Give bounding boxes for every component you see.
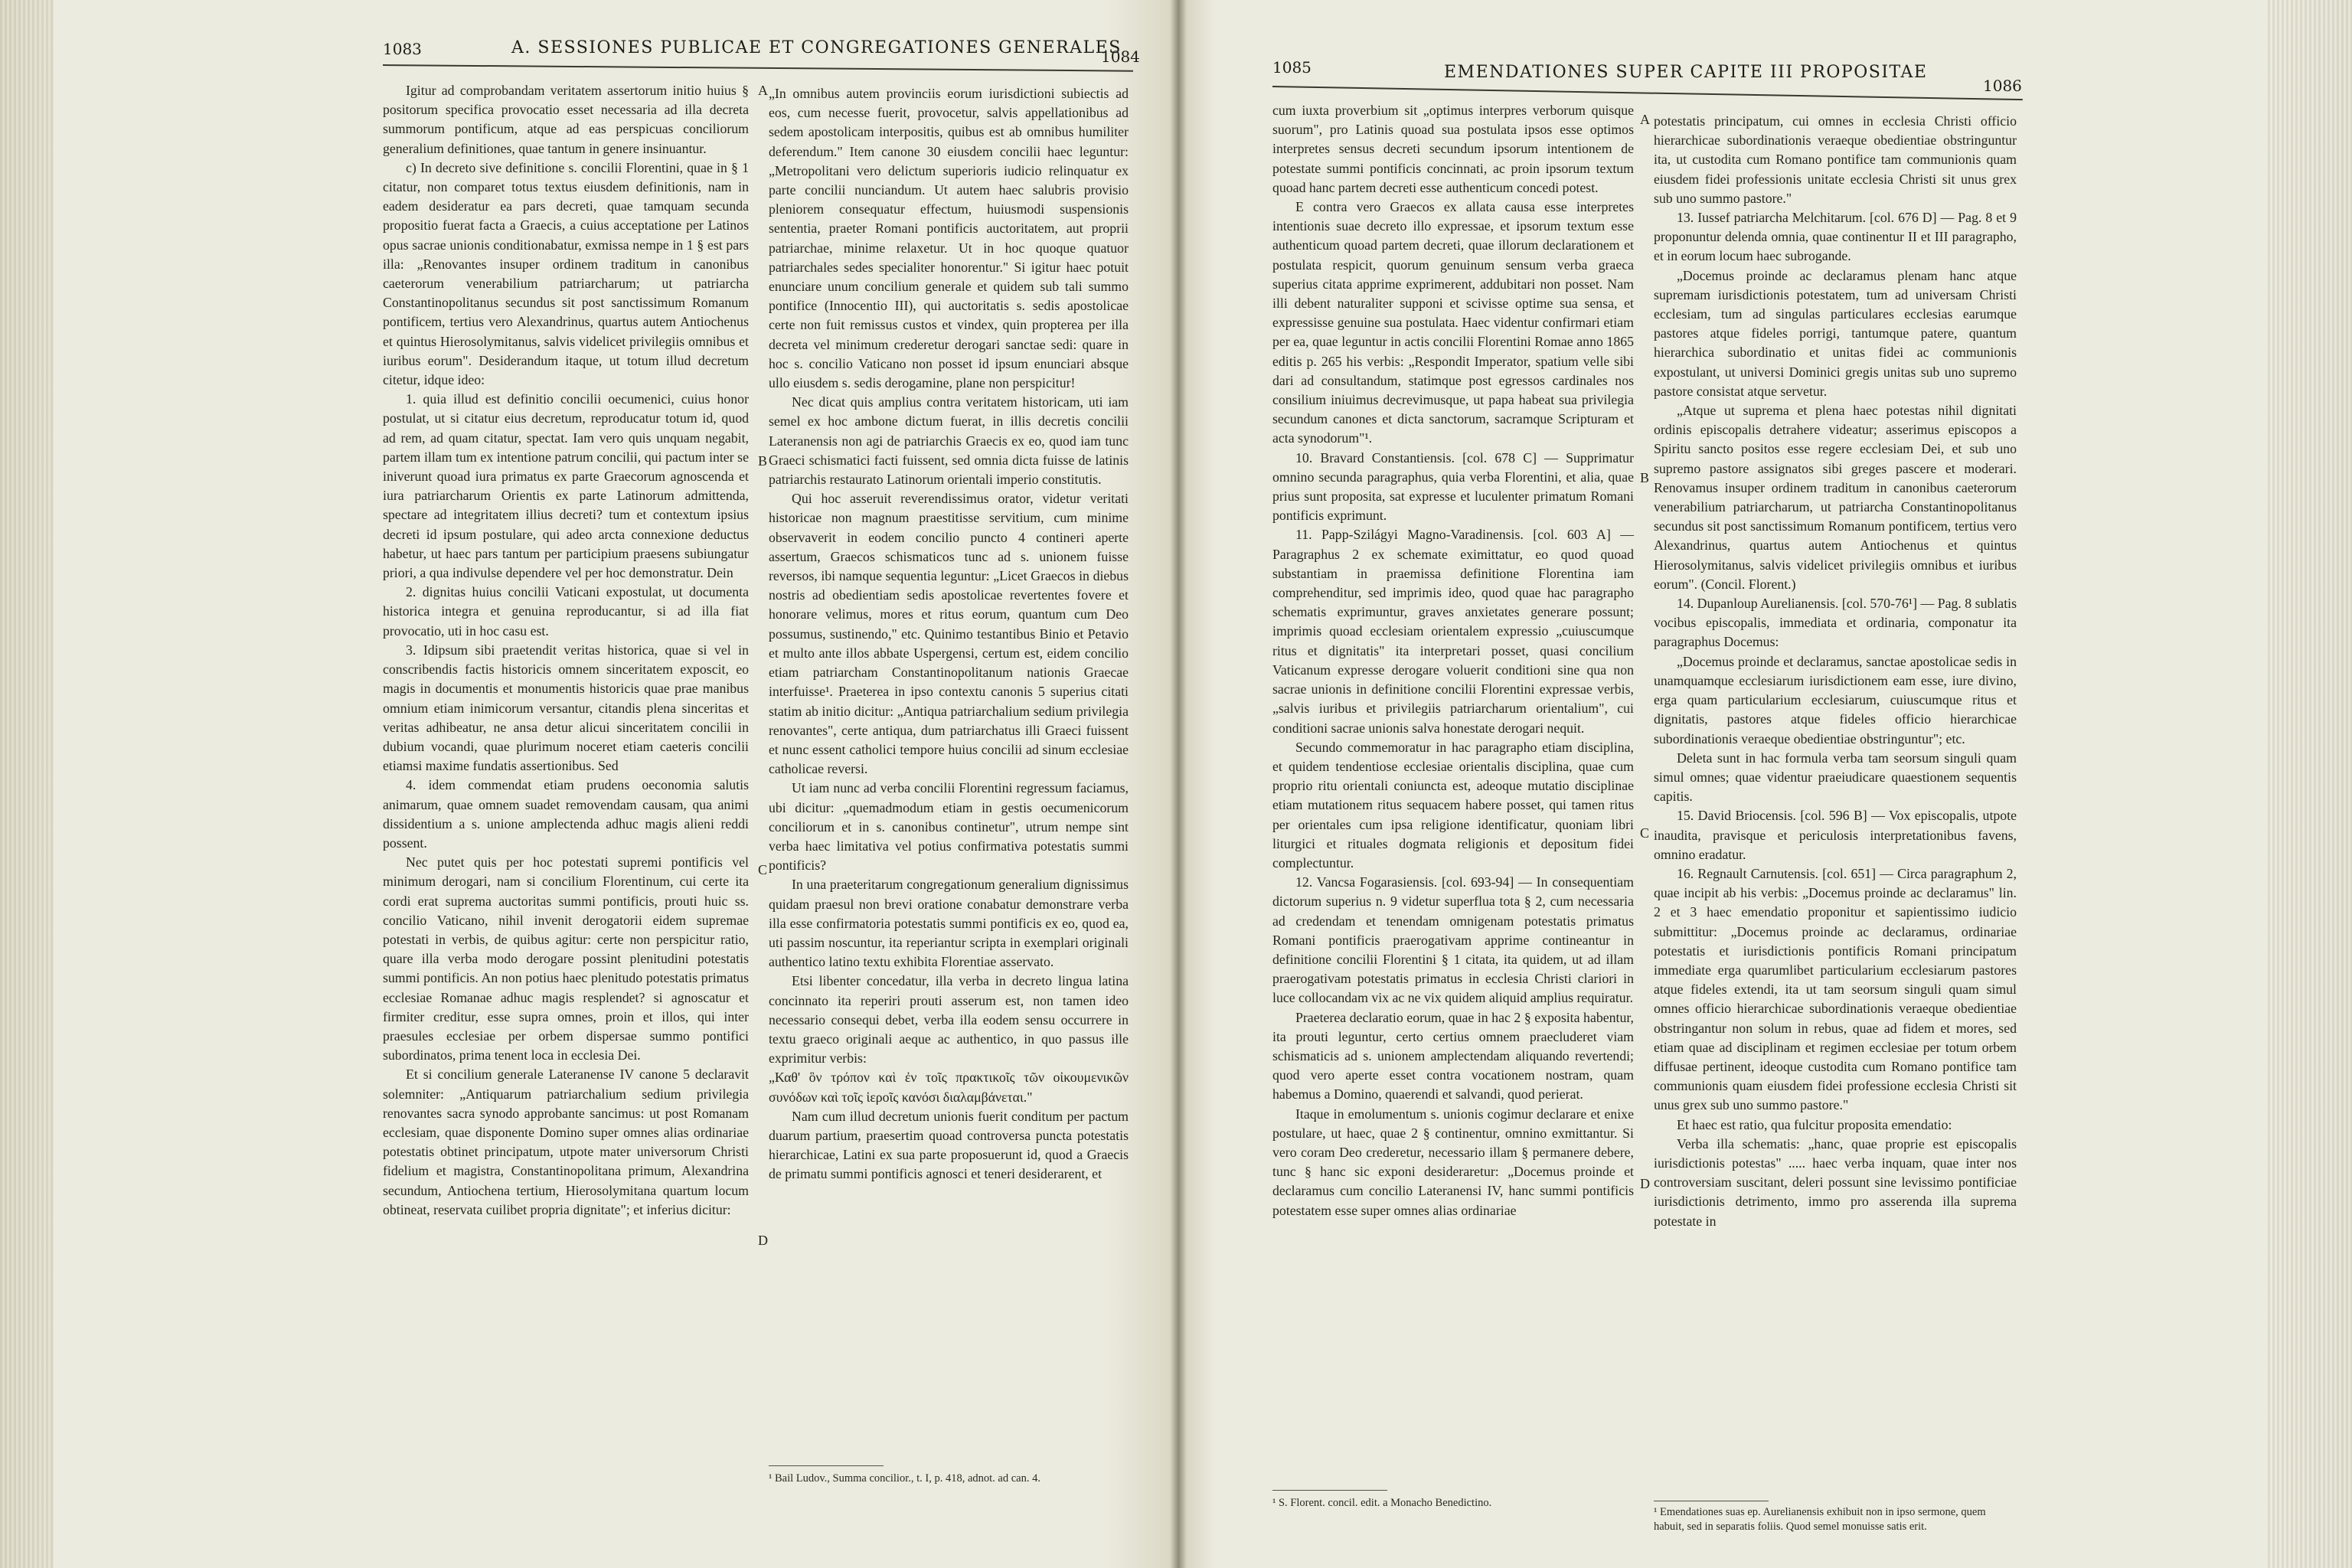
paragraph: 11. Papp-Szilágyi Magno-Varadinensis. [col. 603 A] — Paragraphus 2 ex schemate eximittatur, eo quod quoad substantiam in praemissa definitione Florentina iam comprehenditur, sed imprimis ideo, quod quae hac paragrapho schematis exprimuntur, graves anxietates generare possunt; imprimis quoad ecclesiam orientalem expressio „cuiuscumque ritus et dignitatis" ita interpretari posset, quasi concilium Vaticanum expresse derogare voluerit conditioni sine qua non sacrae unionis in definitione concilii Florentini expressae verbis, „salvis iuribus et privilegiis patriarcharum orientalium", cui conditioni sacrae unionis salva honestate derogari nequit.	[1272, 527, 1634, 736]
page-edge-left	[0, 0, 54, 1568]
section-marker-a: A	[758, 83, 768, 98]
section-marker-b: B	[758, 453, 768, 469]
right-page-column-1	[1272, 101, 1634, 1220]
paragraph: Ut iam nunc ad verba concilii Florentini regressum faciamus, ubi dicitur: „quemadmodum etiam in gestis oecumenicorum conciliorum et in s. canonibus continetur", utrum nempe sint verba haec limitativa vel potius confirmativa potestatis summi pontificis?	[769, 780, 1129, 874]
footnote-rule	[1272, 1490, 1387, 1491]
paragraph: „Docemus proinde ac declaramus plenam hanc atque supremam iurisdictionis potestatem, tum ad universam Christi ecclesiam, tum ad singulas particulares ecclesias earumque pastores atque fideles porrigi, tantumque patere, quantum hierarchica subordinatio et unitas fidei ac communionis expostulant, ut universi Dominici gregis unitas sub uno supremo pastore consistat atque servetur.	[1654, 267, 2017, 399]
page-edge-right	[2268, 0, 2352, 1568]
page-number-1084: 1084	[1101, 47, 1140, 66]
running-head-left: A. SESSIONES PUBLICAE ET CONGREGATIONES GENERALES	[511, 38, 1122, 57]
footnote: ¹ Bail Ludov., Summa concilior., t. I, p. 418, adnot. ad can. 4.	[769, 1472, 1040, 1485]
paragraph: 1. quia illud est definitio concilii oecumenici, cuius honor postulat, ut si citatur eius decretum, reproducatur totum id, quod ad rem, ad quam citatur, spectat. Iam vero quis unquam negabit, partem illam tum ex intentione patrum concilii, qui pactum inter se iniverunt quoad iura primatus ex parte Graecorum agnoscenda et iura patriarcharum Orientis ex parte Latinorum admittenda, spectare ad integritatem illius decreti? tum et contextum ipsius decreti id ipsum postulare, qui adeo arcta connexione deductus habetur, ut haec pars tantum per participium praesens subiungatur priori, a qua indivulse dependere vel per hoc demonstratur. Dein	[383, 391, 749, 581]
paragraph: Verba illa schematis: „hanc, quae proprie est episcopalis iurisdictionis potestas" ..... haec verba inquam, quae inter nos controversiam suscitant, deleri possunt sine levissimo pontificiae iurisdictionis detrimento, immo pro asserenda illa suprema potestate in	[1654, 1135, 2017, 1229]
greek-quotation: „Καθ' ὃν τρόπον καὶ ἐν τοῖς πρακτικοῖς τῶν οἰκουμενικῶν συνόδων καὶ τοῖς ἱεροῖς κανόσι διαλαμβάνεται."	[769, 1070, 1129, 1105]
paragraph: 2. dignitas huius concilii Vaticani expostulat, ut documenta historica integra et genuina reproducantur, si ad illa fiat provocatio, uti in hoc casu est.	[383, 584, 749, 639]
paragraph: Etsi libenter concedatur, illa verba in decreto lingua latina concinnato ita reperiri prouti asserum est, non tamen ideo necessario consequi debet, verba illa eodem sensu occurrere in textu graeco originali aeque ac authentico, in quo passus ille exprimitur verbis:	[769, 973, 1129, 1067]
page-number-1083: 1083	[383, 40, 422, 58]
paragraph: cum iuxta proverbium sit „optimus interpres verborum quisque suorum", pro Latinis quoad sua postulata ipsos esse optimos interpretes sensus decreti secundum ipsorum intentionem de potestate summi pontificis concinnati, ac proin ipsorum textum quoad hanc partem decreti esse authenticum concedi potest.	[1272, 103, 1634, 195]
paragraph: c) In decreto sive definitione s. concilii Florentini, quae in § 1 citatur, non comparet totus textus eiusdem definitionis, nam in eadem desideratur ea pars decreti, quae tamquam secunda propositio fuerat facta a Graecis, a cuius acceptatione per Latinos opus sacrae unionis conditionabatur, exmissa nempe in 1 § est pars illa: „Renovantes insuper ordinem traditum in canonibus caeterorum venerabilium patriarcharum; ut patriarcha Constantinopolitanus secundus sit post sanctissimum Romanum pontificem, tertius vero Alexandrinus, quartus autem Antiochenus et quintus Hierosolymitanus, salvis videlicet privilegiis omnibus et iuribus eorum". Desiderandum itaque, ut totum illud decretum citetur, idque ideo:	[383, 159, 749, 388]
paragraph: Et haec est ratio, qua fulcitur proposita emendatio:	[1677, 1116, 1952, 1132]
paragraph: „In omnibus autem provinciis eorum iurisdictioni subiectis ad eos, cum necesse fuerit, provocetur, salvis appellationibus ad sedem apostolicam interpositis, quibus est ab omnibus humiliter deferendum." Item canone 30 eiusdem concilii haec leguntur: „Metropolitani vero delictum superioris iudicio relinquatur ex parte concilii nunciandum. Ut autem haec salubris provisio pleniorem consequatur effectum, huiusmodi suspensionis sententia, praeter Romani pontificis auctoritatem, aut proprii patriarchae, minime relaxetur. Ut in hoc quoque quatuor patriarchales sedes specialiter honorentur." Si igitur haec potuit enunciare unum concilium generale et quidem sub tali summo pontifice (Innocentio III), qui auctoritatis s. sedis apostolicae certe non fuit remissus custos et vindex, quin propterea per illa decreta vel minimum crederetur derogari sanctae sedi: quare in hoc s. concilio Vaticano non posset id ipsum enunciari absque ullo eiusdem s. sedis derogamine, plane non perspicitur!	[769, 86, 1129, 391]
section-marker-a: A	[1640, 112, 1650, 127]
paragraph: 3. Idipsum sibi praetendit veritas historica, quae si vel in conscribendis factis historicis omnem sinceritatem exposcit, eo magis in documentis et monumentis historicis quae prae manibus omnium etiam inimicorum versantur, citandis plena sinceritas et veritas adhibeatur, ne ansa detur alicui sinceritatem concilii in dubium vocandi, quae plurimum noceret etiam caeteris concilii etiamsi maxime fundatis assertionibus. Sed	[383, 642, 749, 774]
paragraph: 4. idem commendat etiam prudens oeconomia salutis animarum, quae omnem suadet removendam causam, qua animi dissidentium a s. unione amplectenda adhuc magis alieni reddi possent.	[383, 777, 749, 851]
page-number-1086: 1086	[1983, 77, 2022, 95]
footnote: ¹ Emendationes suas ep. Aurelianensis exhibuit non in ipso sermone, quem habuit, sed in separatis foliis. Quod semel monuisse satis erit.	[1654, 1506, 1986, 1533]
running-head-right: EMENDATIONES SUPER CAPITE III PROPOSITAE	[1444, 63, 1928, 82]
paragraph: „Atque ut suprema et plena haec potestas nihil dignitati ordinis episcopalis detrahere videatur; asserimus episcopos a Spiritu sancto positos esse regere ecclesiam Dei, et sub uno supremo pastore assignatos sibi greges pascere et moderari. Renovamus insuper ordinem traditum in canonibus caeterorum venerabilium patriarcharum, ut patriarcha Constantinopolitanus secundus sit post sanctissimum Romanum pontificem, tertius vero Alexandrinus, quartus autem Antiochenus et quintus Hierosolymitanus, salvis videlicet privilegiis omnibus et iuribus eorum". (Concil. Florent.)	[1654, 403, 2017, 592]
paragraph: Secundo commemoratur in hac paragrapho etiam disciplina, et quidem tendentiose ecclesiae orientalis disciplina, quae cum proprio ritu orientali coniuncta est, adeoque mutatio disciplinae etiam mutationem ritus sequacem habere posset, qui tamen ritus per orientales cum ipsa religione identificatur, quoniam libri liturgici et rituales dogmata religionis et depositum fidei complectuntur.	[1272, 739, 1634, 871]
paragraph: E contra vero Graecos ex allata causa esse interpretes intentionis suae decreto illo expressae, et ipsorum textum esse authenticum quoad partem decreti, quae illorum declarationem et postulata respicit, quorum genuinum sensum verba graeca superius citata apprime exprimerent, addubitari non posset. Nam illi debent naturaliter supponi et scivisse optime sua sensa, et expressisse genuine sua postulata. Haec videntur confirmari etiam per ea, quae leguntur in actis concilii Florentini Romae anno 1865 editis p. 265 his verbis: „Respondit Imperator, spatium velle sibi dari ad consultandum, statimque post egressos cardinales nos consilium iniuimus decrevimusque, ut papa habeat sua privilegia secundum canones et dicta sanctorum, sacramque Scripturam et acta synodorum"¹.	[1272, 199, 1634, 446]
paragraph: Nec dicat quis amplius contra veritatem historicam, uti iam semel ex hoc ambone dictum fuerat, in illis decretis concilii Lateranensis non agi de patriarchis Graecis ex eo, quod iam tunc Graeci schismatici facti fuissent, sed omnia dicta fuisse de latinis patriarchis restaurato Latinorum orientali imperio constitutis.	[769, 394, 1129, 488]
paragraph: potestatis principatum, cui omnes in ecclesia Christi officio hierarchicae subordinationis veraeque obedientiae obstringuntur ita, ut custodita cum Romano pontifice tam communionis quam eiusdem fidei professionis unitate ecclesia Christi sit unus grex sub uno summo pastore."	[1654, 113, 2017, 206]
section-marker-c: C	[1640, 825, 1650, 841]
paragraph: Nam cum illud decretum unionis fuerit conditum per pactum duarum partium, praesertim quoad controversa puncta potestatis hierarchicae, Latini ex sua parte proposuerunt id, quod a Graecis de primatu summi pontificis agnosci et teneri desiderarent, et	[769, 1108, 1129, 1182]
paragraph: Deleta sunt in hac formula verba tam seorsum singuli quam simul omnes; quae videntur praeiudicare quaestionem sequentis capitis.	[1654, 750, 2017, 805]
footnote: ¹ S. Florent. concil. edit. a Monacho Benedictino.	[1272, 1497, 1492, 1509]
paragraph: 12. Vancsa Fogarasiensis. [col. 693-94] — In consequentiam dictorum superius n. 9 videtur superflua tota § 2, cum necessaria ad credendam et tenendam omnigenam potestatis primatus Romani pontificis praerogativam apprime contineantur in definitione concilii Florentini § 1 citata, ita quidem, ut ad illam praerogativam potestatis primatus in ecclesia Christi clariori in luce collocandam vix ac ne vix quidem aliquid amplius requiratur.	[1272, 874, 1634, 1006]
paragraph: 13. Iussef patriarcha Melchitarum. [col. 676 D] — Pag. 8 et 9 proponuntur delenda omnia, quae continentur II et III paragrapho, et in eorum locum haec subrogande.	[1654, 210, 2017, 264]
paragraph: Nec putet quis per hoc potestati supremi pontificis vel minimum derogari, nam si concilium Florentinum, cui certe ita cordi erat suprema auctoritas summi pontificis, prouti huic ss. concilio Vaticano, nihil invenit derogatorii eidem supremae potestati in verbis, de quibus agitur: certe non perspicitur ratio, quare illa verba modo derogare possint plenitudini potestatis summi pontificis. An non potius haec plenitudo potestatis primatus ecclesiae Romanae adhuc magis resplendet? si agnoscatur et firmiter creditur, esse supra omnes, proin et illos, qui inter praesules ecclesiae per orbem dispersae summo pontifici subordinatos, prima tenent loca in ecclesia Dei.	[383, 854, 749, 1063]
left-page-column-1	[383, 81, 749, 1220]
paragraph: „Docemus proinde et declaramus, sanctae apostolicae sedis in unamquamque ecclesiarum iurisdictionem eam esse, iure divino, erga quam particularium ecclesiarum, cuiuscumque ritus et dignitatis, pastores atque fideles officio hierarchicae subordinationis veraeque obedientiae obstringuntur"; etc.	[1654, 653, 2017, 746]
paragraph: Et si concilium generale Lateranense IV canone 5 declaravit solemniter: „Antiquarum patriarchalium sedium privilegia renovantes sacra synodo approbante sancimus: ut post Romanam ecclesiam, quae disponente Domino super omnes alias ordinariae potestatis obtinet principatum, utpote mater universorum Christi fidelium et magistra, Constantinopolitana primum, Alexandrina secundum, Antiochena tertium, Hierosolymitana quartum locum obtineat, reservata cuilibet propria dignitate"; et inferius dicitur:	[383, 1067, 749, 1217]
footnote-rule	[769, 1465, 884, 1466]
paragraph: 10. Bravard Constantiensis. [col. 678 C] — Supprimatur omnino secunda paragraphus, quia verba Florentini, et alia, quae prius sunt proposita, sat expresse et luculenter primatum Romani pontificis exprimunt.	[1272, 449, 1634, 524]
book-gutter	[1170, 0, 1187, 1568]
paragraph: 14. Dupanloup Aurelianensis. [col. 570-76¹] — Pag. 8 sublatis vocibus episcopalis, immediata et ordinaria, componatur ita paragraphus Docemus:	[1654, 596, 2017, 650]
paragraph: In una praeteritarum congregationum generalium dignissimus quidam praesul non brevi oratione conabatur demonstrare verba illa esse confirmatoria potestatis summi pontificis ex eo, quod ea, uti passim noscuntur, ita reperiantur scripta in exemplari originali authentico latino textu exhibita Florentiae asservato.	[769, 877, 1129, 970]
header-rule	[1272, 86, 2023, 100]
section-marker-c: C	[758, 862, 768, 877]
paragraph: Qui hoc asseruit reverendissimus orator, videtur veritati historicae non magnum praestitisse servitium, cum minime observaverit in eodem concilio puncto 4 contineri aperte assertum, Graecos schismaticos tunc ad s. unionem fuisse reversos, ibi namque sequentia leguntur: „Licet Graecos in diebus nostris ad obedientiam sedis apostolicae revertentes fovere et honorare velimus, mores et ritus eorum, quantum cum Deo possumus, sustinendo," etc. Quinimo testantibus Binio et Petavio et multo ante illos abbate Uspergensi, certum est, eidem concilio etiam patriarcham Constantinopolitanum nationis Graecae interfuisse¹. Praeterea in ipso contextu canonis 5 superius citati statim ab initio dicitur: „Antiqua patriarchalium sedium privilegia renovantes", certe antiqua, dum patriarchatus illi Graeci fuissent et nunc essent catholici tempore huius concilii ad sinum ecclesiae catholicae reversi.	[769, 491, 1129, 777]
paragraph: 15. David Briocensis. [col. 596 B] — Vox episcopalis, utpote inaudita, pravisque et periculosis interpretationibus favens, omnino eradatur.	[1654, 808, 2017, 862]
paragraph: Praeterea declaratio eorum, quae in hac 2 § exposita habentur, ita prouti leguntur, certo certius omnem praecluderet viam schismaticis ad s. unionem amplectendam aliquando revertendi; quod vero aperte esset contra vocationem nostram, quam habemus a Domino, quaerendi et salvandi, quod perierat.	[1272, 1009, 1634, 1102]
right-page	[1178, 0, 2352, 1568]
page-number-1085: 1085	[1272, 58, 1312, 77]
section-marker-d: D	[758, 1233, 768, 1248]
section-marker-d: D	[1640, 1176, 1650, 1191]
paragraph: Itaque in emolumentum s. unionis cogimur declarare et enixe postulare, ut haec, quae 2 § continentur, omnino exmittantur. Si vero coram Deo crederetur, necessario illam § permanere debere, tunc § hanc sic exponi desideraretur: „Docemus proinde et declaramus cum concilio Lateranensi IV, hanc summi pontificis potestatem esse super omnes alias ordinariae	[1272, 1106, 1634, 1218]
paragraph: 16. Regnault Carnutensis. [col. 651] — Circa paragraphum 2, quae incipit ab his verbis: „Docemus proinde ac declaramus" lin. 2 et 3 haec emendatio proponitur et sapientissimo iudicio submittitur: „Docemus proinde ac declaramus, ordinariae potestatis et iurisdictionis pontificis Romani principatum immediate erga quarumlibet particularium ecclesiarum pastores atque fideles extendi, ita ut tam seorsum singuli quam simul omnes officio hierarchicae subordinationis veraeque obedientiae obstringantur non solum in rebus, quae ad fidem et mores, sed etiam quae ad disciplinam et regimen ecclesiae per totum orbem diffusae pertinent, ideoque custodita cum Romano pontifice tam communionis quam eiusdem fidei professione ecclesia Christi sit unus grex sub uno summo pastore."	[1654, 865, 2017, 1113]
section-marker-b: B	[1640, 470, 1650, 485]
paragraph: Igitur ad comprobandam veritatem assertorum initio huius § positorum specifica provocatio esset necessaria ad illa decreta summorum pontificum, atque ad eas perspicuas conciliorum generalium definitiones, quae tantum in genere insinuantur.	[383, 83, 749, 156]
right-page-column-2	[1654, 112, 2017, 1231]
left-page-column-2	[769, 84, 1129, 1184]
header-rule	[383, 64, 1133, 72]
